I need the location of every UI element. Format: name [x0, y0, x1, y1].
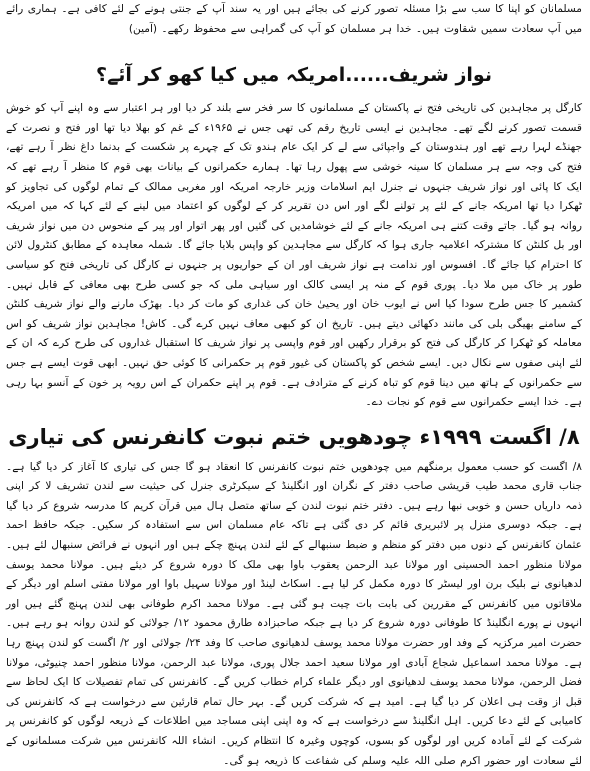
- section-heading-khatm-e-nubuwwat-conference: ۸/ اگست ۱۹۹۹ء چودھویں ختم نبوت کانفرنس کی تیاری: [8, 424, 580, 449]
- section-body-kargil: کارگل پر مجاہدین کی تاریخی فتح نے پاکستان کے مسلمانوں کا سر فخر سے بلند کر دیا اور ہر اعتبار سے وہ اپنے آپ کو خوش قسمت تصور کرنے لگے تھے۔ مجاہدین نے ایسی تاریخ رقم کی تھی جس نے ۱۹۶۵ء کے غم کو بھلا دیا تھا اور فتح و نصرت کے جھنڈے لہرا رہے تھے اور ہندوستان کے واجپائی سے لے کر ایک عام ہندو تک کے چہرے پر شکست کے بدنما داغ نظر آ رہے تھے، فتح کی وجہ سے ہر مسلمان کا سینہ خوشی سے پھول رہا تھا۔ ہمارے حکمرانوں کے بیانات بھی قوم کا منظر آ رہے تھے کہ ایک کا پائی اور نواز شریف جنہوں نے جنرل ایم اسلامات وزیر خارجہ امریکہ اور مغربی ممالک کے تمام لوگوں کی تجاویز کو ٹھکرا دیا تھا امریکہ جانے کے لئے پر تولنے لگے اور اس دن تقریر کر کے لوگوں کو اعتماد میں لینے کے لئے کہا کہ میں امریکہ روانہ ہو گیا۔ جاتے وقت کتنے ہی امریکہ جانے کے لئے خوشامدیں کی گئیں اور پھر اتوار اور پیر کے منحوس دن میں نواز شریف اور بل کلنٹن کا مشترکہ اعلامیہ جاری ہوا کہ کارگل سے مجاہدین کو واپس بلایا جائے گا۔ شملہ معاہدہ کے مطابق کنٹرول لائن کا احترام کیا جائے گا۔ افسوس اور ندامت ہے نواز شریف اور ان کے حواریوں پر جنہوں نے کارگل کی تاریخی فتح کو سیاسی طور پر خاک میں ملا دیا۔ پوری قوم کے منہ پر ایسی کالک اور سیاہی ملی کہ جو کسی طرح بھی معافی کے قابل نہیں۔ کشمیر کا جس طرح سودا کیا اس نے ایوب خان اور یحییٰ خان کی غداری کو مات کر دیا۔ بھڑک مارنے والے نواز شریف کلنٹن کے سامنے بھیگی بلی کی مانند دکھائی دیتے ہیں۔ تاریخ ان کو کبھی معاف نہیں کرے گی۔ کاش! مجاہدین نواز شریف کو اس معاملہ کو ٹھکرا کر کارگل کی فتح کو برقرار رکھیں اور قوم واپسی پر نواز شریف کا استقبال غداروں کی طرح کرے کہ ان کے لئے اپنی صفوں سے نکال دیں۔ ایسے شخص کو پاکستان کی غیور قوم پر حکمرانی کا کوئی حق نہیں۔ ابھی قوت ایسے ہے جس سے حکمرانوں کے ہاتھ میں دینا قوم کو تباہ کرنے کے مترادف ہے۔ قوم پر اپنے حکمران کے اس رویہ پر خون کے آنسو بہا رہی ہے۔ خدا ایسے حکمرانوں سے قوم کو نجات دے۔: [6, 102, 582, 409]
- section-body-conference: ۸/ اگست کو حسب معمول برمنگھم میں چودھویں ختم نبوت کانفرنس کا انعقاد ہو گا جس کی تیاری کا آغاز کر دیا گیا ہے۔ جناب قاری محمد طیب قریشی صاحب دفتر کے نگران اور انگلینڈ کے سیکرٹری جنرل کی حیثیت سے لندن تشریف لا کر اپنی ذمہ داریاں حسن و خوبی نبھا رہے ہیں۔ دفتر ختم نبوت لندن کے ساتھ متصل ہال میں قرآن کریم کا مدرسہ شروع کر دیا گیا ہے۔ جبکہ دوسری منزل پر لائبریری قائم کر دی گئی ہے تاکہ عام مسلمان اس سے استفادہ کر سکیں۔ جبکہ حافظ احمد عثمان کانفرنس کے دنوں میں دفتر کو منظم و ضبط سنبھالے کے لئے لندن پہنچ چکے ہیں اور انہوں نے فرائض سنبھال لئے ہیں۔ مولانا منظور احمد الحسینی اور مولانا عبد الرحمن یعقوب باوا بھی ملک کا دورہ شروع کر دیئے ہیں۔ مولانا محمد یوسف لدھیانوی نے بلیک برن اور لیسٹر کا دورہ مکمل کر لیا ہے۔ اسکاٹ لینڈ اور مولانا سہیل باوا اور مولانا مفتی اسلم اور دیگر کے ملاقاتوں میں کانفرنس کے مقررین کی بابت بات چیت ہو گئی ہے۔ مولانا محمد اکرم طوفانی بھی لندن پہنچ گئے ہیں اور انہوں نے پورے انگلینڈ کا طوفانی دورہ شروع کر دیا ہے جبکہ صاحبزادہ طارق محمود ۱۲/ جولائی کو لندن روانہ ہو رہے ہیں۔ حضرت امیر مرکزیہ کے وفد اور حضرت مولانا محمد یوسف لدھیانوی صاحب کا وفد ۲۴/ جولائی اور ۲/ اگست کو لندن پہنچ رہا ہے۔ مولانا محمد اسماعیل شجاع آبادی اور مولانا سعید احمد جلال پوری، مولانا عبد الرحمن، مولانا منظور احمد چنیوٹی، مولانا فضل الرحمن، مولانا محمد یوسف لدھیانوی اور دیگر علماء کرام خطاب کریں گے۔ کانفرنس کی تمام تفصیلات کا ایک لحاظ سے قبل از وقت ہی اعلان کر دیا گیا ہے۔ امید ہے کہ شرکت کریں گے۔ بہر حال تمام قارئین سے درخواست ہے کہ کانفرنس کی کامیابی کے لئے دعا کریں۔ اہل انگلینڈ سے درخواست ہے کہ وہ اپنی اپنی مساجد میں اطلاعات کے ذریعہ لوگوں کو کانفرنس پر شرکت کے لئے آمادہ کریں اور لوگوں کو بسوں، کوچوں وغیرہ کا انتظام کریں۔ انشاء اللہ کانفرنس میں شرکت مسلمانوں کے لئے سعادت اور حضور اکرم صلی اللہ علیہ وسلم کی شفاعت کا ذریعہ ہو گی۔: [6, 460, 582, 767]
- intro-paragraph: مسلمانان کو اپنا کا سب سے بڑا مسئلہ تصور کرنے کی بجائے ہیں اور یہ سند آپ کے جنتی ہونے کے لئے کافی ہے۔ ہماری رائے میں آپ سعادت سمیں شقاوت ہیں۔ خدا ہر مسلمان کو آپ کی گمراہی سے محفوظ رکھے۔ (آمین): [6, 3, 582, 35]
- section-heading-nawaz-sharif: نواز شریف......امریکہ میں کیا کھو کر آئے؟: [96, 64, 492, 87]
